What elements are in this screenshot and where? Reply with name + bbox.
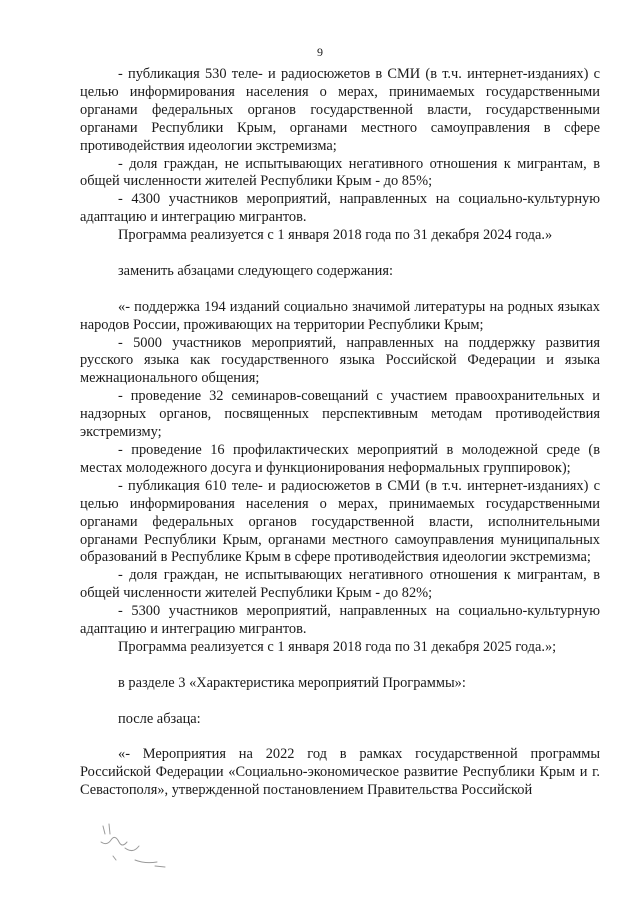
spacer	[80, 281, 600, 299]
spacer	[80, 728, 600, 746]
paragraph-participants-4300: - 4300 участников мероприятий, направленных на социально-культурную адаптацию и интеграцию мигрантов.	[80, 191, 600, 226]
paragraph-participants-5000: - 5000 участников мероприятий, направленных на поддержку развития русского языка как государственного языка Российской Федерации и языка межнационального общения;	[80, 334, 600, 387]
spacer	[80, 657, 600, 675]
page-number: 9	[317, 45, 323, 59]
handwritten-mark	[95, 820, 185, 880]
document-body	[80, 66, 600, 800]
paragraph-migrants-82: - доля граждан, не испытывающих негативного отношения к мигрантам, в общей численности жителей Республики Крым - до 82%;	[80, 567, 600, 602]
paragraph-media-530: - публикация 530 теле- и радиосюжетов в СМИ (в т.ч. интернет-изданиях) с целью информирования населения о мерах, принимаемых государственными органами федеральных органов государственной власти, государственными органами Республики Крым, органами местного самоуправления в сфере противодействия идеологии экстремизма;	[80, 66, 600, 154]
paragraph-events-16: - проведение 16 профилактических мероприятий в молодежной среде (в местах молодежного досуга и функционирования неформальных группировок);	[80, 442, 600, 476]
paragraph-events-2022: «- Мероприятия на 2022 год в рамках государственной программы Российской Федерации «Социально-экономическое развитие Республики Крым и г. Севастополя», утвержденной постановлением Правительства Российской	[80, 746, 600, 799]
paragraph-publications-194: «- поддержка 194 изданий социально значимой литературы на родных языках народов России, проживающих на территории Республики Крым;	[80, 298, 600, 333]
paragraph-participants-5300: - 5300 участников мероприятий, направленных на социально-культурную адаптацию и интеграцию мигрантов.	[80, 603, 600, 638]
spacer	[80, 245, 600, 263]
paragraph-after-paragraph: после абзаца:	[118, 710, 201, 727]
paragraph-seminars-32: - проведение 32 семинаров-совещаний с участием правоохранительных и надзорных органов, посвященных перспективным методам противодействия экстремизму;	[80, 388, 600, 441]
paragraph-migrants-85: - доля граждан, не испытывающих негативного отношения к мигрантам, в общей численности жителей Республики Крым - до 85%;	[80, 155, 600, 190]
spacer	[80, 693, 600, 711]
paragraph-media-610: - публикация 610 теле- и радиосюжетов в СМИ (в т.ч. интернет-изданиях) с целью информирования населения о мерах, принимаемых государственными органами федеральных органов государственной власти, исполнительными органами Республики Крым, органами местного самоуправления муниципальных образований в Республике Крым в сфере противодействия идеологии экстремизма;	[80, 477, 600, 566]
paragraph-program-2024: Программа реализуется с 1 января 2018 года по 31 декабря 2024 года.»	[118, 227, 553, 244]
paragraph-section-3: в разделе 3 «Характеристика мероприятий Программы»:	[118, 674, 466, 691]
paragraph-program-2025: Программа реализуется с 1 января 2018 года по 31 декабря 2025 года.»;	[118, 638, 557, 655]
paragraph-replace-with: заменить абзацами следующего содержания:	[118, 262, 393, 279]
